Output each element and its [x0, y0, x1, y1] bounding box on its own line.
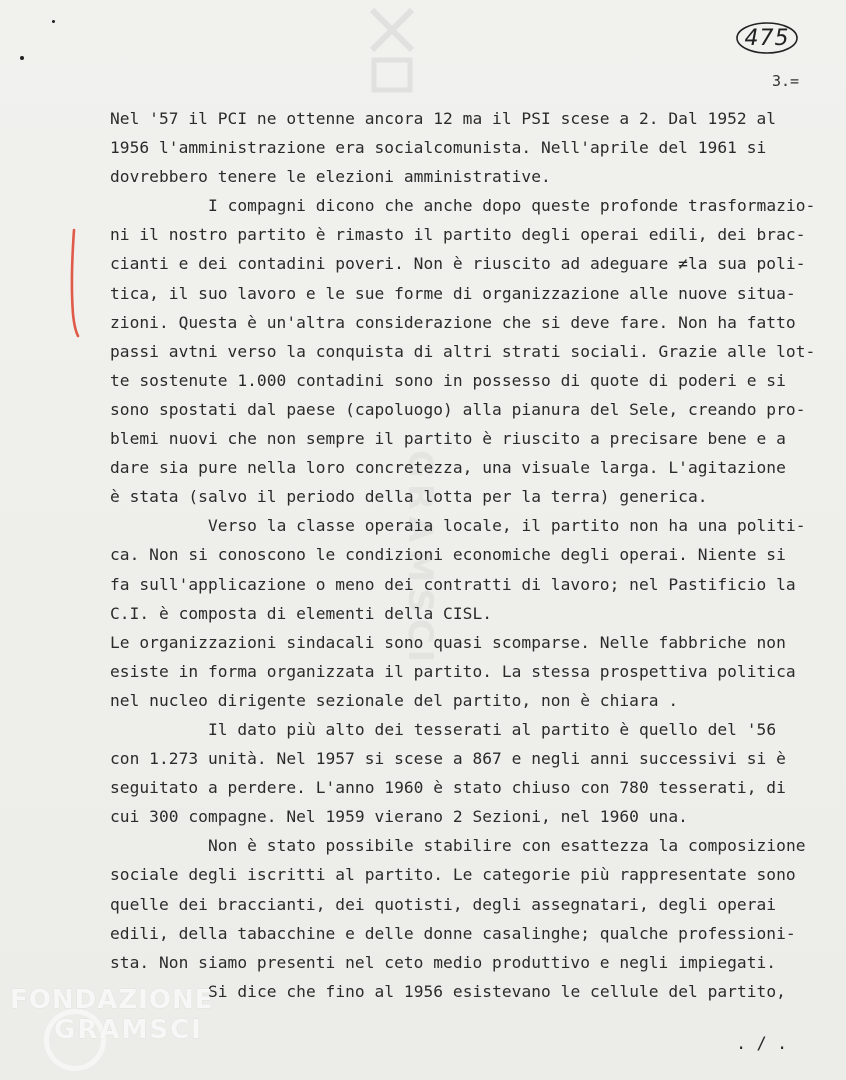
ink-dot: [20, 56, 24, 60]
ink-dot-small: [52, 20, 55, 23]
red-pencil-margin-mark: [68, 228, 82, 338]
text-line: Le organizzazioni sindacali sono quasi scomparse. Nelle fabbriche non: [110, 632, 786, 652]
text-line: blemi nuovi che non sempre il partito è riuscito a precisare bene e a: [110, 429, 786, 449]
watermark-line-1: FONDAZIONE: [10, 985, 214, 1015]
text-line: 1956 l'amministrazione era socialcomunista. Nell'aprile del 1961 si: [110, 138, 767, 158]
text-line: è stata (salvo il periodo della lotta per la terra) generica.: [110, 487, 708, 507]
text-line: te sostenute 1.000 contadini sono in possesso di quote di poderi e si: [110, 370, 786, 390]
archive-watermark-icon: [362, 0, 422, 100]
typewritten-body: [110, 104, 835, 1006]
text-line: sociale degli iscritti al partito. Le categorie più rappresentate sono: [110, 865, 796, 885]
text-line: passi avtni verso la conquista di altri strati sociali. Grazie alle lot-: [110, 341, 816, 361]
archive-number-stamp: [734, 20, 800, 56]
text-line: fa sull'applicazione o meno dei contratti di lavoro; nel Pastificio la: [110, 574, 796, 594]
text-line: tica, il suo lavoro e le sue forme di organizzazione alle nuove situa-: [110, 283, 796, 303]
text-line: cianti e dei contadini poveri. Non è riuscito ad adeguare ≠la sua poli-: [110, 254, 806, 274]
text-line: sta. Non siamo presenti nel ceto medio produttivo e negli impiegati.: [110, 952, 777, 972]
archive-number-text: 475: [744, 25, 790, 51]
fondazione-gramsci-watermark: [10, 985, 220, 1065]
text-line: I compagni dicono che anche dopo queste profonde trasformazio-: [208, 196, 816, 216]
text-line: Si dice che fino al 1956 esistevano le cellule del partito,: [208, 981, 786, 1001]
text-line: zioni. Questa è un'altra considerazione che si deve fare. Non ha fatto: [110, 312, 796, 332]
text-line: ca. Non si conoscono le condizioni economiche degli operai. Niente si: [110, 545, 786, 565]
text-line: seguitato a perdere. L'anno 1960 è stato chiuso con 780 tesserati, di: [110, 778, 786, 798]
text-line: sono spostati dal paese (capoluogo) alla pianura del Sele, creando pro-: [110, 399, 806, 419]
text-line: ni il nostro partito è rimasto il partito degli operai edili, dei brac-: [110, 225, 806, 245]
continuation-mark: . / .: [736, 1034, 788, 1054]
text-line: dovrebbero tenere le elezioni amministrative.: [110, 167, 551, 187]
text-line: cui 300 compagne. Nel 1959 vierano 2 Sezioni, nel 1960 una.: [110, 807, 688, 827]
text-line: Nel '57 il PCI ne ottenne ancora 12 ma il PSI scese a 2. Dal 1952 al: [110, 109, 777, 128]
text-line: Il dato più alto dei tesserati al partito è quello del '56: [208, 719, 777, 739]
watermark-vertical-text: GRAMSCI: [400, 450, 440, 669]
text-line: Verso la classe operaia locale, il partito non ha una politi-: [208, 516, 806, 536]
page-number: 3.=: [772, 72, 800, 90]
watermark-line-2: GRAMSCI: [54, 1015, 203, 1045]
text-line: con 1.273 unità. Nel 1957 si scese a 867 e negli anni successivi si è: [110, 749, 786, 769]
text-line: nel nucleo dirigente sezionale del partito, non è chiara .: [110, 690, 679, 710]
text-line: C.I. è composta di elementi della CISL.: [110, 603, 493, 623]
text-line: quelle dei braccianti, dei quotisti, degli assegnatari, degli operai: [110, 894, 777, 914]
text-line: edili, della tabacchine e delle donne casalinghe; qualche professioni-: [110, 923, 796, 943]
text-line: esiste in forma organizzata il partito. La stessa prospettiva politica: [110, 661, 796, 681]
text-line: Non è stato possibile stabilire con esattezza la composizione: [208, 836, 806, 856]
text-line: dare sia pure nella loro concretezza, una visuale larga. L'agitazione: [110, 458, 786, 478]
